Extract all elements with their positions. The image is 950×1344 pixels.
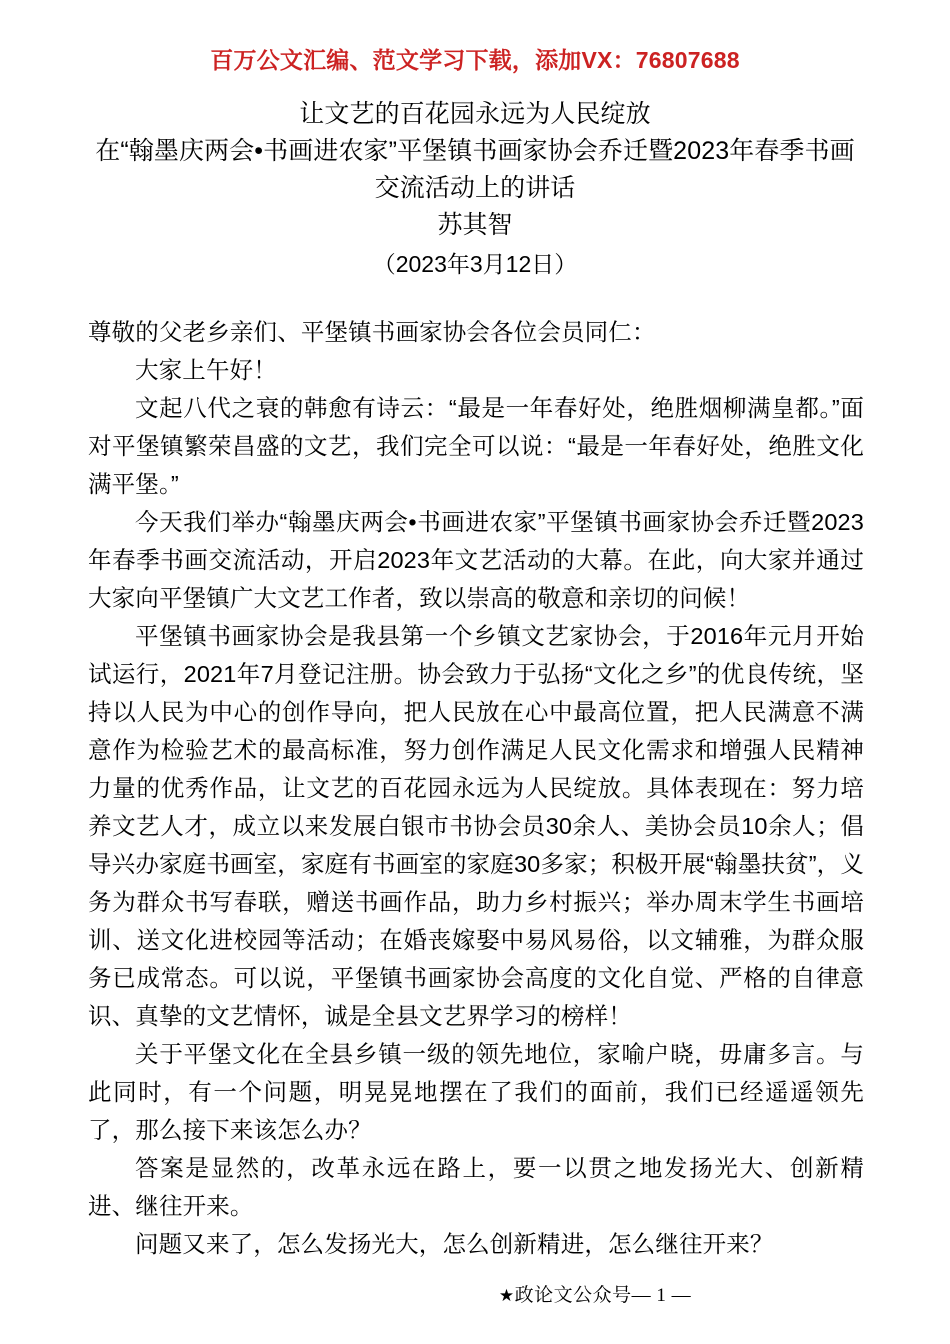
salutation-paragraph: 尊敬的父老乡亲们、平堡镇书画家协会各位会员同仁： xyxy=(88,319,656,345)
document-body xyxy=(88,313,864,1263)
body-paragraph: 答案是显然的，改革永远在路上，要一以贯之地发扬光大、创新精进、继往开来。 xyxy=(88,1155,864,1219)
document-title-line-2: 在“翰墨庆两会•书画进农家”平堡镇书画家协会乔迁暨2023年春季书画交流活动上的讲话 xyxy=(95,137,855,202)
page-footer xyxy=(0,1284,950,1308)
footer-content xyxy=(499,1284,691,1308)
body-paragraph: 问题又来了，怎么发扬光大，怎么创新精进，怎么继往开来？ xyxy=(135,1231,774,1257)
promo-banner-text: 百万公文汇编、范文学习下载，添加VX：76807688 xyxy=(210,47,740,73)
body-paragraph: 今天我们举办“翰墨庆两会•书画进农家”平堡镇书画家协会乔迁暨2023年春季书画交流活动，开启2023年文艺活动的大幕。在此，向大家并通过大家向平堡镇广大文艺工作者，致以崇高的敬意和亲切的问候！ xyxy=(88,509,864,611)
document-title-line-1: 让文艺的百花园永远为人民绽放 xyxy=(299,100,651,128)
footer-dash-right: — xyxy=(671,1285,692,1306)
body-paragraph: 大家上午好！ xyxy=(135,357,277,383)
body-paragraph: 关于平堡文化在全县乡镇一级的领先地位，家喻户晓，毋庸多言。与此同时，有一个问题，明晃晃地摆在了我们的面前，我们已经遥遥领先了，那么接下来该怎么办？ xyxy=(88,1041,864,1143)
star-icon: ★ xyxy=(498,1286,515,1306)
footer-watermark: 政论文公众号 xyxy=(514,1285,632,1306)
body-paragraph: 文起八代之衰的韩愈有诗云：“最是一年春好处，绝胜烟柳满皇都。”面对平堡镇繁荣昌盛的文艺，我们完全可以说：“最是一年春好处，绝胜文化满平堡。” xyxy=(88,395,864,497)
document-author: 苏其智 xyxy=(437,211,513,239)
page-number: 1 xyxy=(656,1285,667,1306)
document-title-block xyxy=(88,96,862,284)
document-date: （2023年3月12日） xyxy=(372,251,578,277)
footer-dash-left: — xyxy=(631,1285,652,1306)
body-paragraph: 平堡镇书画家协会是我县第一个乡镇文艺家协会，于2016年元月开始试运行，2021年7月登记注册。协会致力于弘扬“文化之乡”的优良传统，坚持以人民为中心的创作导向，把人民放在心中最高位置，把人民满意不满意作为检验艺术的最高标准，努力创作满足人民文化需求和增强人民精神力量的优秀作品，让文艺的百花园永远为人民绽放。具体表现在：努力培养文艺人才，成立以来发展白银市书协会员30余人、美协会员10余人；倡导兴办家庭书画室，家庭有书画室的家庭30多家；积极开展“翰墨扶贫”，义务为群众书写春联，赠送书画作品，助力乡村振兴；举办周末学生书画培训、送文化进校园等活动；在婚丧嫁娶中易风易俗，以文辅雅，为群众服务已成常态。可以说，平堡镇书画家协会高度的文化自觉、严格的自律意识、真挚的文艺情怀，诚是全县文艺界学习的榜样！ xyxy=(88,623,864,1029)
